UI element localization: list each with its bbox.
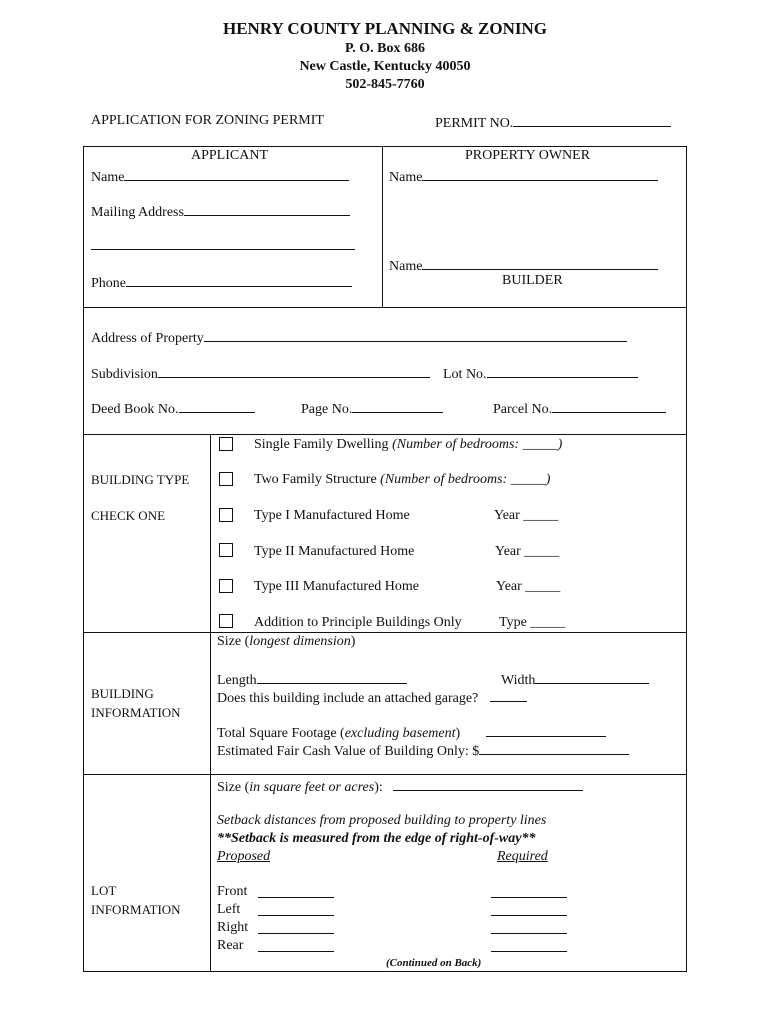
checkbox-type1-manufactured[interactable] bbox=[219, 508, 233, 522]
rear-proposed-field[interactable] bbox=[258, 938, 334, 957]
owner-heading: PROPERTY OWNER bbox=[465, 148, 591, 163]
building-size-heading: Size (longest dimension) bbox=[217, 634, 356, 649]
builder-heading: BUILDER bbox=[502, 273, 563, 288]
rear-label: Rear bbox=[217, 938, 244, 953]
deed-book-field[interactable] bbox=[91, 399, 255, 418]
setback-note: Setback distances from proposed building to property lines bbox=[217, 813, 547, 828]
building-info-label: BUILDING bbox=[91, 686, 154, 701]
right-label: Right bbox=[217, 920, 249, 935]
front-required-field[interactable] bbox=[491, 884, 567, 903]
applicant-name-field[interactable] bbox=[91, 167, 349, 186]
owner-name-field[interactable] bbox=[389, 167, 658, 186]
width-field[interactable] bbox=[501, 670, 649, 689]
checkbox-addition[interactable] bbox=[219, 614, 233, 628]
check-one-label: CHECK ONE bbox=[91, 508, 166, 523]
type3-year-field[interactable]: Year _____ bbox=[496, 579, 561, 594]
type1-year-field[interactable]: Year _____ bbox=[494, 508, 559, 523]
applicant-heading: APPLICANT bbox=[191, 148, 269, 163]
option-single-family: Single Family Dwelling (Number of bedrooms: _____) bbox=[254, 437, 563, 452]
lot-info-label: LOT bbox=[91, 883, 117, 898]
subdivision-label: Subdivision bbox=[91, 367, 158, 382]
checkbox-type3-manufactured[interactable] bbox=[219, 579, 233, 593]
lot-no-field[interactable] bbox=[443, 364, 638, 383]
left-label: Left bbox=[217, 902, 241, 917]
left-required-field[interactable] bbox=[491, 902, 567, 921]
width-label: Width bbox=[501, 673, 536, 688]
addition-type-field[interactable]: Type _____ bbox=[499, 615, 566, 630]
applicant-phone-label: Phone bbox=[91, 276, 126, 291]
permit-no-field[interactable] bbox=[435, 113, 671, 132]
front-label: Front bbox=[217, 884, 248, 899]
form-title: APPLICATION FOR ZONING PERMIT bbox=[91, 113, 324, 128]
front-proposed-field[interactable] bbox=[258, 884, 334, 903]
builder-name-label: Name bbox=[389, 259, 423, 274]
property-address-label: Address of Property bbox=[91, 331, 204, 346]
subdivision-field[interactable] bbox=[91, 364, 430, 383]
applicant-phone-field[interactable] bbox=[91, 273, 352, 292]
fair-cash-value-field[interactable] bbox=[217, 741, 629, 760]
checkbox-two-family[interactable] bbox=[219, 472, 233, 486]
mailing-address-field[interactable] bbox=[91, 202, 350, 221]
lot-size-field[interactable]: Size (in square feet or acres): bbox=[217, 777, 583, 796]
proposed-heading: Proposed bbox=[217, 849, 271, 864]
page-no-label: Page No. bbox=[301, 402, 353, 417]
building-info-label-2: INFORMATION bbox=[91, 705, 181, 720]
mailing-address-line2[interactable] bbox=[91, 236, 355, 255]
option-type1-manufactured: Type I Manufactured Home bbox=[254, 508, 410, 523]
setback-measure-note: **Setback is measured from the edge of right-of-way** bbox=[217, 831, 536, 846]
mailing-address-label: Mailing Address bbox=[91, 205, 184, 220]
deed-book-label: Deed Book No. bbox=[91, 402, 179, 417]
applicant-name-label: Name bbox=[91, 170, 125, 185]
page-no-field[interactable] bbox=[301, 399, 443, 418]
left-proposed-field[interactable] bbox=[258, 902, 334, 921]
lot-info-label-2: INFORMATION bbox=[91, 902, 181, 917]
checkbox-single-family[interactable] bbox=[219, 437, 233, 451]
option-addition: Addition to Principle Buildings Only bbox=[254, 615, 462, 630]
rear-required-field[interactable] bbox=[491, 938, 567, 957]
right-proposed-field[interactable] bbox=[258, 920, 334, 939]
agency-city: New Castle, Kentucky 40050 bbox=[299, 59, 471, 74]
required-heading: Required bbox=[497, 849, 548, 864]
right-required-field[interactable] bbox=[491, 920, 567, 939]
agency-title: HENRY COUNTY PLANNING & ZONING bbox=[223, 19, 547, 38]
parcel-no-field[interactable] bbox=[493, 399, 666, 418]
length-label: Length bbox=[217, 673, 257, 688]
option-type3-manufactured: Type III Manufactured Home bbox=[254, 579, 420, 594]
garage-question-text: Does this building include an attached garage? bbox=[217, 691, 479, 706]
option-two-family: Two Family Structure (Number of bedrooms: _____) bbox=[254, 472, 551, 487]
agency-phone: 502-845-7760 bbox=[345, 77, 425, 92]
permit-no-label: PERMIT NO. bbox=[435, 116, 514, 131]
parcel-no-label: Parcel No. bbox=[493, 402, 553, 417]
total-sqft-field[interactable]: Total Square Footage (excluding basement) bbox=[217, 723, 606, 742]
continued-on-back: (Continued on Back) bbox=[386, 957, 482, 969]
property-address-field[interactable] bbox=[91, 328, 627, 347]
agency-po-box: P. O. Box 686 bbox=[345, 41, 425, 56]
owner-name-label: Name bbox=[389, 170, 423, 185]
checkbox-type2-manufactured[interactable] bbox=[219, 543, 233, 557]
lot-no-label: Lot No. bbox=[443, 367, 487, 382]
garage-question[interactable] bbox=[217, 688, 527, 707]
fair-cash-value-label: Estimated Fair Cash Value of Building Only: $ bbox=[217, 744, 480, 759]
type2-year-field[interactable]: Year _____ bbox=[495, 544, 560, 559]
length-field[interactable] bbox=[217, 670, 407, 689]
option-type2-manufactured: Type II Manufactured Home bbox=[254, 544, 415, 559]
building-type-label: BUILDING TYPE bbox=[91, 472, 190, 487]
